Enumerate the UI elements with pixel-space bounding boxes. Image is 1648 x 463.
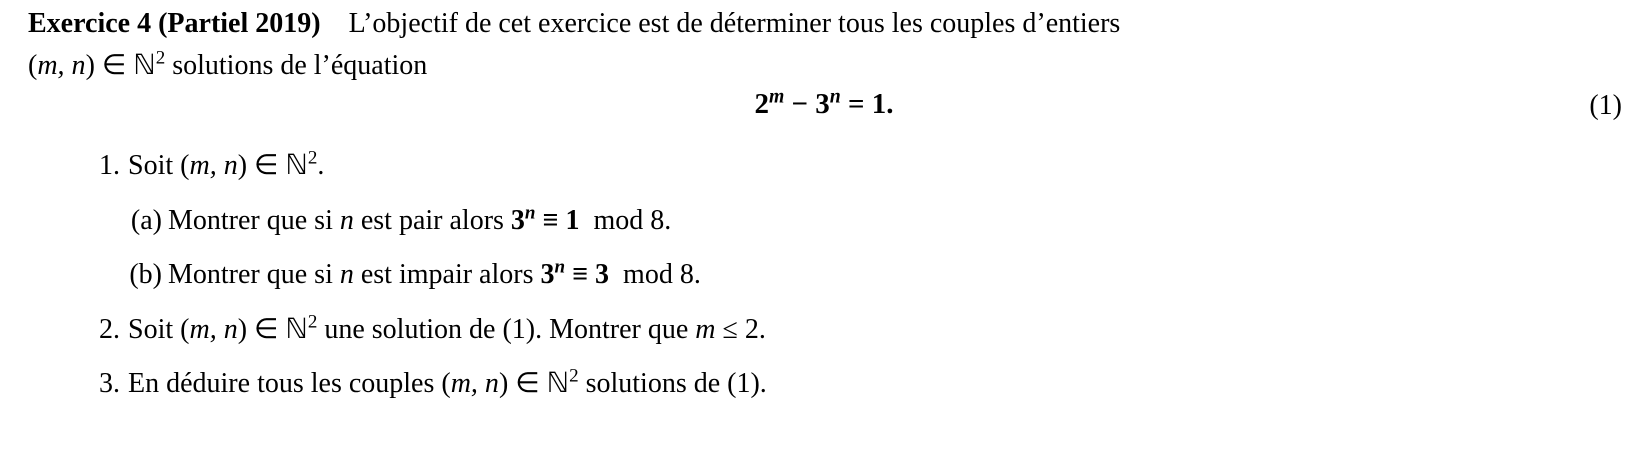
list-item [0,364,1648,405]
list-item [0,310,1648,351]
item-2-variables: m, n [189,313,238,345]
item-1-suffix: ) ∈ ℕ [237,150,308,181]
subitem-number-a: (a) [130,204,162,236]
intro-set-exponent: 2 [155,47,166,69]
item-1-exponent: 2 [307,147,318,169]
item-3-end: solutions de (1). [578,368,767,400]
equation-base-1: 2 [754,88,769,120]
subitem-a-text-1: Montrer que si [168,204,340,236]
subitem-b-variable: n [339,259,354,291]
item-2-exponent: 2 [307,311,318,333]
subitem-b-text-2: est impair alors [353,259,541,291]
subitem-b-modulus: mod 8. [623,259,701,291]
exercise-title: Exercice 4 (Partiel 2019) [28,8,321,39]
intro-tail: solutions de l’équation [165,50,428,81]
list-item [0,146,1648,187]
item-number-2: 2. [99,313,120,345]
subitem-a-expr-base: 3 [510,204,525,236]
equation-tag: (1) [1589,90,1622,121]
exercise-intro-text: L’objectif de cet exercice est de déterminer tous les couples d’entiers [348,8,1121,39]
item-2-trailing-relation: ≤ 2. [715,313,766,345]
item-2-prefix: Soit ( [128,313,190,345]
item-1-prefix: Soit ( [128,150,190,181]
equation-exponent-2: n [829,85,841,108]
intro-set-membership: ) ∈ ℕ [85,50,156,81]
item-3-prefix: En déduire tous les couples ( [128,368,451,400]
equation-exponent-1: m [768,85,785,108]
subitem-a-variable: n [339,204,354,236]
exercise-intro-line-2 [28,46,1620,86]
equation-1 [0,85,1648,121]
item-1-end: . [317,150,325,181]
subitem-b-text-1: Montrer que si [168,259,340,291]
exercise-items-list [0,146,1648,419]
item-2-suffix: ) ∈ ℕ [237,313,308,345]
item-3-suffix: ) ∈ ℕ [498,368,570,400]
equation-operator: − [791,88,809,120]
item-3-exponent: 2 [569,366,579,388]
exercise-intro-line-1 [28,4,1620,44]
item-3-variables: m, n [450,368,499,400]
subitem-a-congruence: ≡ 1 [535,204,580,236]
subitem-a-text-2: est pair alors [353,204,511,236]
subitem-a-modulus: mod 8. [593,204,672,236]
subitem-b-expr-exponent: n [554,256,566,278]
intro-open-paren: ( [28,50,38,81]
equation-equals: = 1. [848,88,894,120]
item-number-1: 1. [99,150,120,181]
item-2-end: une solution de (1). Montrer que [317,313,696,345]
equation-base-2: 3 [815,88,830,120]
subitem-number-b: (b) [129,259,162,291]
item-1-variables: m, n [189,150,238,181]
list-item [0,255,1648,296]
item-2-trailing-variable: m [695,313,716,345]
subitem-b-congruence: ≡ 3 [565,259,610,291]
subitem-b-expr-base: 3 [540,259,555,291]
equation-line [0,85,1648,132]
subitem-a-expr-exponent: n [524,202,536,224]
list-item [0,201,1648,242]
intro-variables: m, n [37,50,86,81]
item-number-3: 3. [99,368,120,400]
